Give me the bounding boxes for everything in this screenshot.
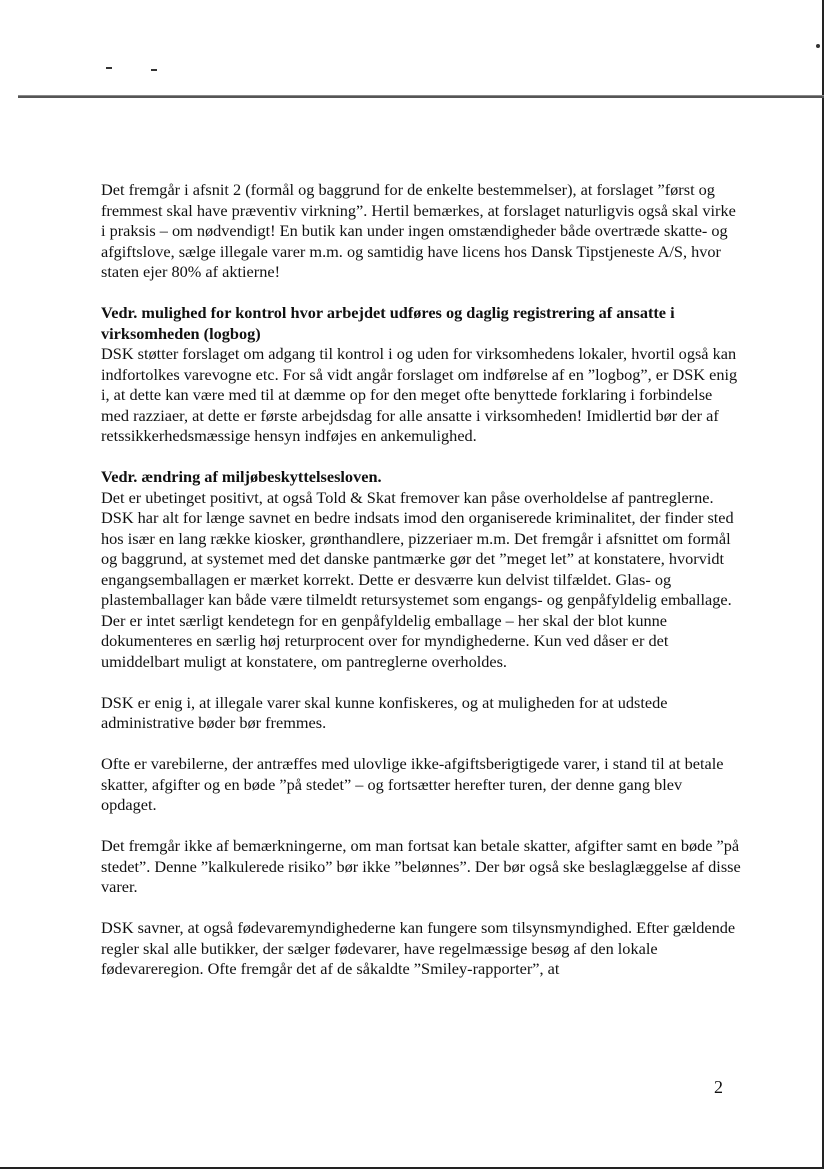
paragraph-environment-act: Det er ubetinget positivt, at også Told & Skat fremover kan påse overholdelse af pantreglerne. DSK har alt for længe savnet en bedre indsats imod den organiserede kriminalitet, der finder sted hos især en lang række kiosker, grønthandlere, pizzeriaer m.m. Det fremgår i afsnittet om formål og baggrund, at systemet med det danske pantmærke gør det ”meget let” at konstatere, hvorvidt engangsemballagen er mærket korrekt. Dette er desværre kun delvist tilfældet. Glas- og plastemballager kan både være tilmeldt retursystemet som engangs- og genpåfyldelig emballage. Der er intet særligt kendetegn for en genpåfyldelig emballage – her skal der blot kunne dokumenteres en særlig høj returprocent over for myndighederne. Kun ved dåser er det umiddelbart muligt at konstatere, om pantreglerne overholdes. [101, 487, 734, 671]
paragraph-confiscation: DSK er enig i, at illegale varer skal kunne konfiskeres, og at muligheden for at udstede administrative bøder bør fremmes. [101, 692, 668, 732]
section-logbook [101, 303, 741, 447]
scan-mark [816, 44, 820, 48]
header-rule [18, 95, 824, 98]
paragraph-fines: Det fremgår ikke af bemærkningerne, om man fortsat kan betale skatter, afgifter samt en bøde ”på stedet”. Denne ”kalkulerede risiko” bør ikke ”belønnes”. Der bør også ske beslaglæggelse af disse varer. [101, 836, 741, 896]
section-heading-logbook: Vedr. mulighed for kontrol hvor arbejdet udføres og daglig registrering af ansatte i virksomheden (logbog) [101, 303, 675, 343]
page-number: 2 [714, 1077, 723, 1097]
section-heading-environment-act: Vedr. ændring af miljøbeskyttelsesloven. [101, 467, 382, 486]
paragraph-vans: Ofte er varebilerne, der antræffes med ulovlige ikke-afgiftsberigtigede varer, i stand til at betale skatter, afgifter og en bøde ”på stedet” – og fortsætter herefter turen, der denne gang blev opdaget. [101, 754, 724, 814]
document-body [101, 180, 741, 1000]
paragraph-food-authorities: DSK savner, at også fødevaremyndighederne kan fungere som tilsynsmyndighed. Efter gældende regler skal alle butikker, der sælger fødevarer, have regelmæssige besøg af den lokale fødevareregion. Ofte fremgår det af de såkaldte ”Smiley-rapporter”, at [101, 918, 736, 978]
section-environment-act [101, 467, 741, 672]
paragraph-intro: Det fremgår i afsnit 2 (formål og baggrund for de enkelte bestemmelser), at forslaget ”først og fremmest skal have præventiv virkning”. Hertil bemærkes, at forslaget naturligvis også skal virke i praksis – om nødvendigt! En butik kan under ingen omstændigheder både overtræde skatte- og afgiftslove, sælge illegale varer m.m. og samtidig have licens hos Dansk Tipstjeneste A/S, hvor staten ejer 80% af aktierne! [101, 180, 736, 281]
paragraph-logbook: DSK støtter forslaget om adgang til kontrol i og uden for virksomhedens lokaler, hvortil også kan indfortolkes varevogne etc. For så vidt angår forslaget om indførelse af en ”logbog”, er DSK enig i, at dette kan være med til at dæmme op for den meget ofte benyttede forklaring i forbindelse med razziaer, at dette er første arbejdsdag for alle ansatte i virksomheden! Imidlertid bør der af retssikkerhedsmæssige hensyn indføjes en ankemulighed. [101, 344, 738, 445]
scan-mark [106, 67, 112, 69]
scan-mark [151, 69, 157, 71]
